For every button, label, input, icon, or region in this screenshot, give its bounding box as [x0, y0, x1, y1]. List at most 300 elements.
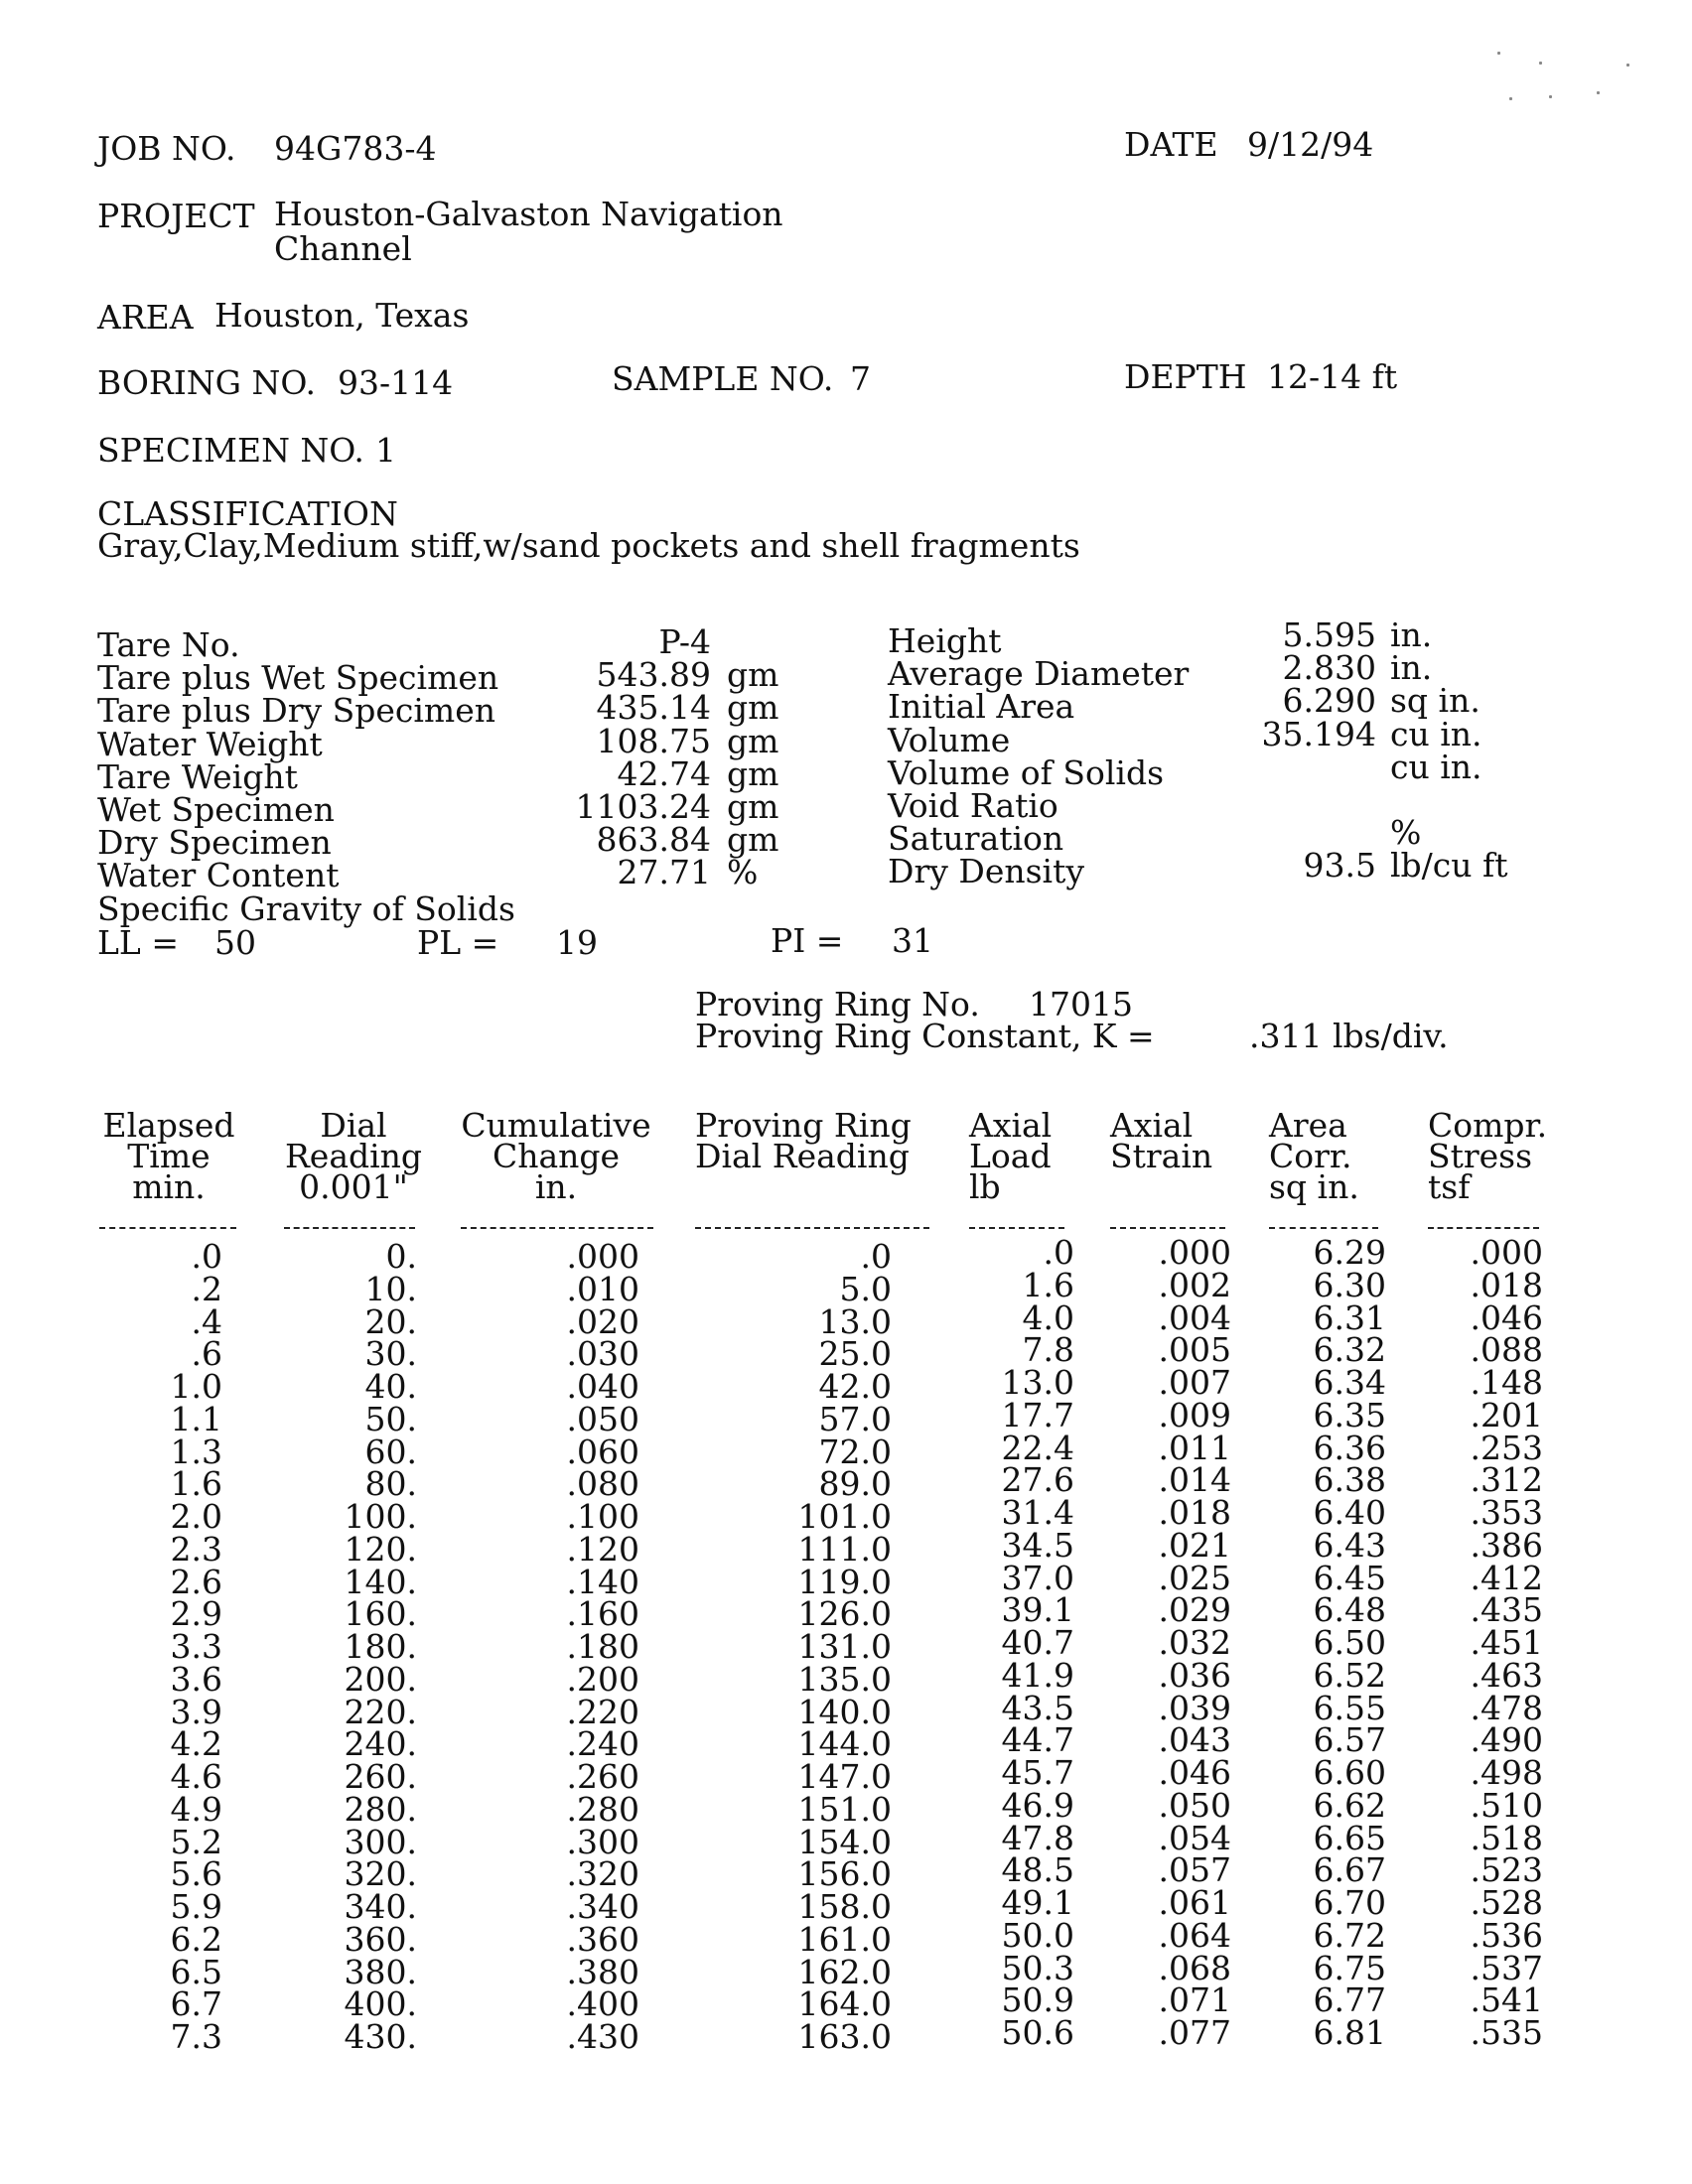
table-cell: 5.6	[170, 1854, 222, 1894]
property-label: Average Diameter	[888, 654, 1190, 694]
table-cell: 39.1	[1001, 1590, 1074, 1630]
table-cell: 154.0	[797, 1822, 892, 1861]
table-cell: .0	[860, 1237, 892, 1276]
table-cell: 6.5	[170, 1952, 222, 1991]
table-cell: 6.29	[1313, 1233, 1386, 1272]
table-cell: 430.	[344, 2017, 417, 2056]
table-cell: 147.0	[797, 1757, 892, 1796]
table-cell: 2.0	[170, 1497, 222, 1536]
area-label: AREA	[97, 298, 194, 337]
table-cell: 22.4	[1001, 1428, 1074, 1467]
table-cell: 6.30	[1313, 1265, 1386, 1304]
table-cell: .060	[566, 1432, 639, 1471]
ll-value: 50	[214, 923, 256, 962]
table-cell: 48.5	[1001, 1850, 1074, 1890]
table-cell: .253	[1470, 1428, 1543, 1467]
table-cell: 41.9	[1001, 1655, 1074, 1695]
table-cell: 6.52	[1313, 1655, 1386, 1695]
property-unit: %	[1390, 813, 1422, 853]
property-unit: in.	[1390, 648, 1433, 688]
header-underline	[695, 1227, 929, 1229]
property-unit: gm	[727, 753, 779, 793]
table-cell: .064	[1158, 1915, 1231, 1955]
property-unit: cu in.	[1390, 747, 1482, 786]
table-cell: .005	[1158, 1330, 1231, 1370]
table-cell: 60.	[364, 1432, 417, 1471]
table-cell: .043	[1158, 1720, 1231, 1760]
boring-no-label: BORING NO.	[97, 363, 317, 402]
table-cell: 6.7	[170, 1984, 222, 2024]
property-label: Tare plus Dry Specimen	[97, 691, 496, 731]
table-cell: 320.	[344, 1854, 417, 1894]
column-header: Area	[1269, 1106, 1347, 1145]
property-unit: in.	[1390, 615, 1433, 654]
table-cell: .490	[1470, 1720, 1543, 1760]
table-cell: .380	[566, 1952, 639, 1991]
table-cell: 57.0	[818, 1399, 892, 1438]
table-cell: .523	[1470, 1850, 1543, 1890]
table-cell: 111.0	[797, 1529, 892, 1569]
project-line-1: Houston-Galvaston Navigation	[274, 195, 783, 233]
specific-gravity-label: Specific Gravity of Solids	[97, 889, 515, 928]
table-cell: 49.1	[1001, 1883, 1074, 1922]
column-header: Corr.	[1269, 1137, 1352, 1175]
property-value: 543.89	[596, 655, 711, 695]
table-cell: 4.2	[170, 1724, 222, 1764]
table-cell: 4.6	[170, 1757, 222, 1796]
property-label: Saturation	[888, 819, 1064, 859]
table-cell: 160.	[344, 1594, 417, 1634]
table-cell: 2.6	[170, 1562, 222, 1601]
property-value: 5.595	[1282, 615, 1376, 654]
column-header: sq in.	[1269, 1167, 1359, 1206]
table-cell: 163.0	[797, 2017, 892, 2056]
property-value: 1103.24	[575, 787, 711, 826]
table-cell: .080	[566, 1464, 639, 1504]
table-cell: .6	[191, 1334, 222, 1374]
table-cell: 50.0	[1001, 1915, 1074, 1955]
table-cell: .000	[1158, 1233, 1231, 1272]
date-label: DATE	[1124, 125, 1218, 164]
table-cell: 10.	[364, 1269, 417, 1308]
column-header: Reading	[284, 1137, 423, 1175]
table-cell: 34.5	[1001, 1525, 1074, 1565]
table-cell: .280	[566, 1789, 639, 1829]
table-cell: .435	[1470, 1590, 1543, 1630]
table-cell: .009	[1158, 1395, 1231, 1434]
table-cell: 6.40	[1313, 1493, 1386, 1532]
table-cell: .046	[1158, 1753, 1231, 1792]
property-unit: gm	[727, 655, 779, 695]
table-cell: 43.5	[1001, 1688, 1074, 1727]
ll-label: LL =	[97, 923, 179, 962]
table-cell: .300	[566, 1822, 639, 1861]
table-cell: 5.0	[839, 1269, 892, 1308]
proving-ring-no-value: 17015	[1029, 985, 1133, 1024]
table-cell: 135.0	[797, 1659, 892, 1699]
table-cell: 164.0	[797, 1984, 892, 2024]
property-unit: gm	[727, 721, 779, 760]
table-cell: 6.2	[170, 1919, 222, 1959]
table-cell: 13.0	[1001, 1363, 1074, 1402]
table-cell: .020	[566, 1301, 639, 1341]
table-cell: .260	[566, 1757, 639, 1796]
table-cell: .498	[1470, 1753, 1543, 1792]
column-header: Dial Reading	[695, 1137, 910, 1175]
table-cell: 1.6	[170, 1464, 222, 1504]
table-cell: 6.62	[1313, 1785, 1386, 1825]
property-label: Dry Density	[888, 852, 1084, 891]
table-cell: .100	[566, 1497, 639, 1536]
table-cell: .039	[1158, 1688, 1231, 1727]
property-unit: cu in.	[1390, 714, 1482, 753]
table-cell: 120.	[344, 1529, 417, 1569]
depth-label: DEPTH	[1124, 357, 1247, 396]
table-cell: .025	[1158, 1558, 1231, 1597]
table-cell: .180	[566, 1627, 639, 1666]
table-cell: .071	[1158, 1980, 1231, 2020]
table-cell: .0	[1043, 1233, 1074, 1272]
table-cell: .018	[1158, 1493, 1231, 1532]
table-cell: .088	[1470, 1330, 1543, 1370]
property-unit: sq in.	[1390, 681, 1480, 721]
table-cell: 7.3	[170, 2017, 222, 2056]
table-cell: 50.3	[1001, 1948, 1074, 1987]
classification-value: Gray,Clay,Medium stiff,w/sand pockets and shell fragments	[97, 526, 1080, 565]
property-unit: gm	[727, 688, 779, 728]
table-cell: 50.	[364, 1399, 417, 1438]
table-cell: 6.72	[1313, 1915, 1386, 1955]
table-cell: 3.3	[170, 1627, 222, 1666]
sample-no-label: SAMPLE NO.	[612, 359, 834, 398]
column-header: Stress	[1428, 1137, 1533, 1175]
column-header: Proving Ring	[695, 1106, 912, 1145]
table-cell: 119.0	[797, 1562, 892, 1601]
table-cell: 47.8	[1001, 1818, 1074, 1857]
table-cell: .160	[566, 1594, 639, 1634]
table-cell: 6.57	[1313, 1720, 1386, 1760]
column-header: in.	[534, 1167, 578, 1206]
column-header: tsf	[1428, 1167, 1471, 1206]
proving-ring-constant-value: .311 lbs/div.	[1249, 1017, 1449, 1055]
property-label: Height	[888, 621, 1002, 660]
header-underline	[1269, 1227, 1378, 1229]
column-header: Cumulative	[461, 1106, 651, 1145]
table-cell: 30.	[364, 1334, 417, 1374]
header-underline	[461, 1227, 653, 1229]
project-line-2: Channel	[274, 229, 412, 268]
property-label: Tare No.	[97, 625, 240, 664]
table-cell: 161.0	[797, 1919, 892, 1959]
table-cell: 101.0	[797, 1497, 892, 1536]
table-cell: .312	[1470, 1460, 1543, 1500]
table-cell: .4	[191, 1301, 222, 1341]
table-cell: 6.75	[1313, 1948, 1386, 1987]
depth-value: 12-14 ft	[1267, 357, 1398, 396]
table-cell: .360	[566, 1919, 639, 1959]
table-cell: .353	[1470, 1493, 1543, 1532]
column-header: lb	[969, 1167, 1001, 1206]
table-cell: 140.0	[797, 1692, 892, 1731]
table-cell: .528	[1470, 1883, 1543, 1922]
table-cell: .535	[1470, 2013, 1543, 2052]
property-value: 93.5	[1303, 846, 1376, 886]
property-value: 863.84	[596, 820, 711, 860]
property-label: Initial Area	[888, 687, 1075, 727]
project-label: PROJECT	[97, 197, 255, 235]
table-cell: 6.45	[1313, 1558, 1386, 1597]
table-cell: 156.0	[797, 1854, 892, 1894]
job-no-label: JOB NO.	[97, 129, 236, 168]
table-cell: .077	[1158, 2013, 1231, 2052]
table-cell: .021	[1158, 1525, 1231, 1565]
table-cell: 6.70	[1313, 1883, 1386, 1922]
table-cell: 2.3	[170, 1529, 222, 1569]
table-cell: .029	[1158, 1590, 1231, 1630]
column-header: Strain	[1110, 1137, 1213, 1175]
scan-speck	[1497, 52, 1500, 55]
table-cell: .004	[1158, 1297, 1231, 1337]
scan-speck	[1549, 95, 1552, 98]
table-cell: 89.0	[818, 1464, 892, 1504]
table-cell: .061	[1158, 1883, 1231, 1922]
property-value: 35.194	[1261, 714, 1376, 753]
boring-no-value: 93-114	[338, 363, 454, 402]
table-cell: .050	[1158, 1785, 1231, 1825]
table-cell: 300.	[344, 1822, 417, 1861]
table-cell: 180.	[344, 1627, 417, 1666]
table-cell: 4.9	[170, 1789, 222, 1829]
table-cell: .032	[1158, 1623, 1231, 1662]
sample-no-value: 7	[850, 359, 871, 398]
property-label: Tare Weight	[97, 756, 298, 796]
table-cell: .068	[1158, 1948, 1231, 1987]
table-cell: 158.0	[797, 1887, 892, 1926]
table-cell: .386	[1470, 1525, 1543, 1565]
table-cell: .050	[566, 1399, 639, 1438]
table-cell: 50.6	[1001, 2013, 1074, 2052]
table-cell: .400	[566, 1984, 639, 2024]
table-cell: .057	[1158, 1850, 1231, 1890]
table-cell: 7.8	[1022, 1330, 1074, 1370]
table-cell: 220.	[344, 1692, 417, 1731]
area-value: Houston, Texas	[214, 296, 470, 335]
table-cell: .002	[1158, 1265, 1231, 1304]
table-cell: .011	[1158, 1428, 1231, 1467]
table-cell: 6.35	[1313, 1395, 1386, 1434]
table-cell: 37.0	[1001, 1558, 1074, 1597]
header-underline	[1428, 1227, 1539, 1229]
specimen-no-label: SPECIMEN NO.	[97, 431, 364, 470]
table-cell: 6.55	[1313, 1688, 1386, 1727]
table-cell: 25.0	[818, 1334, 892, 1374]
column-header: Time	[127, 1137, 211, 1175]
table-cell: 20.	[364, 1301, 417, 1341]
table-cell: .200	[566, 1659, 639, 1699]
table-cell: 6.43	[1313, 1525, 1386, 1565]
property-unit: %	[727, 853, 759, 892]
scan-speck	[1597, 91, 1600, 94]
property-label: Void Ratio	[888, 786, 1058, 825]
property-label: Dry Specimen	[97, 823, 332, 863]
table-cell: 1.3	[170, 1432, 222, 1471]
property-label: Water Weight	[97, 724, 323, 763]
column-header: Axial	[1110, 1106, 1194, 1145]
table-cell: .0	[191, 1237, 222, 1276]
table-cell: .046	[1470, 1297, 1543, 1337]
job-no-value: 94G783-4	[274, 129, 437, 168]
table-cell: .007	[1158, 1363, 1231, 1402]
table-cell: .036	[1158, 1655, 1231, 1695]
table-cell: 6.67	[1313, 1850, 1386, 1890]
table-cell: 6.60	[1313, 1753, 1386, 1792]
table-cell: 40.	[364, 1367, 417, 1406]
property-value: 435.14	[596, 688, 711, 728]
table-cell: 6.31	[1313, 1297, 1386, 1337]
table-cell: .430	[566, 2017, 639, 2056]
table-cell: .140	[566, 1562, 639, 1601]
table-cell: .2	[191, 1269, 222, 1308]
table-cell: 280.	[344, 1789, 417, 1829]
table-cell: .148	[1470, 1363, 1543, 1402]
property-unit: lb/cu ft	[1390, 846, 1508, 886]
table-cell: 131.0	[797, 1627, 892, 1666]
table-cell: .120	[566, 1529, 639, 1569]
property-label: Water Content	[97, 856, 340, 895]
property-label: Tare plus Wet Specimen	[97, 658, 499, 698]
table-cell: 80.	[364, 1464, 417, 1504]
scan-speck	[1539, 62, 1542, 65]
table-cell: .201	[1470, 1395, 1543, 1434]
property-value: 2.830	[1282, 648, 1376, 688]
column-header: 0.001"	[299, 1167, 408, 1206]
table-cell: 140.	[344, 1562, 417, 1601]
table-cell: 2.9	[170, 1594, 222, 1634]
table-cell: 5.2	[170, 1822, 222, 1861]
column-header: Load	[969, 1137, 1052, 1175]
table-cell: 1.1	[170, 1399, 222, 1438]
column-header: Elapsed	[102, 1106, 235, 1145]
proving-ring-constant-label: Proving Ring Constant, K =	[695, 1017, 1155, 1055]
pi-label: PI =	[771, 921, 844, 960]
property-label: Volume of Solids	[888, 752, 1165, 792]
table-cell: 1.6	[1022, 1265, 1074, 1304]
table-cell: 6.81	[1313, 2013, 1386, 2052]
table-cell: 340.	[344, 1887, 417, 1926]
table-cell: .518	[1470, 1818, 1543, 1857]
table-cell: 400.	[344, 1984, 417, 2024]
table-cell: .240	[566, 1724, 639, 1764]
table-cell: .536	[1470, 1915, 1543, 1955]
table-cell: 3.9	[170, 1692, 222, 1731]
table-cell: 13.0	[818, 1301, 892, 1341]
table-cell: 44.7	[1001, 1720, 1074, 1760]
table-cell: .220	[566, 1692, 639, 1731]
column-header: Axial	[969, 1106, 1053, 1145]
column-header: Compr.	[1428, 1106, 1548, 1145]
header-underline	[99, 1227, 236, 1229]
table-cell: 6.32	[1313, 1330, 1386, 1370]
table-cell: 46.9	[1001, 1785, 1074, 1825]
table-cell: 6.77	[1313, 1980, 1386, 2020]
table-cell: 3.6	[170, 1659, 222, 1699]
property-value: P-4	[658, 622, 711, 661]
column-header: Change	[492, 1137, 621, 1175]
table-cell: .030	[566, 1334, 639, 1374]
table-cell: .320	[566, 1854, 639, 1894]
table-cell: .510	[1470, 1785, 1543, 1825]
property-unit: gm	[727, 820, 779, 860]
table-cell: .340	[566, 1887, 639, 1926]
table-cell: .040	[566, 1367, 639, 1406]
table-cell: .000	[566, 1237, 639, 1276]
table-cell: 380.	[344, 1952, 417, 1991]
table-cell: 162.0	[797, 1952, 892, 1991]
specimen-no-value: 1	[375, 431, 396, 470]
table-cell: .014	[1158, 1460, 1231, 1500]
property-value: 108.75	[596, 721, 711, 760]
property-value: 6.290	[1282, 681, 1376, 721]
column-header: Dial	[320, 1106, 387, 1145]
property-value: 42.74	[617, 753, 711, 793]
pl-value: 19	[556, 923, 598, 962]
proving-ring-no-label: Proving Ring No.	[695, 985, 980, 1024]
property-label: Volume	[888, 720, 1011, 759]
table-cell: .054	[1158, 1818, 1231, 1857]
header-underline	[969, 1227, 1064, 1229]
table-cell: 1.0	[170, 1367, 222, 1406]
property-unit: gm	[727, 787, 779, 826]
table-cell: 240.	[344, 1724, 417, 1764]
table-cell: .010	[566, 1269, 639, 1308]
scan-speck	[1509, 97, 1512, 100]
table-cell: 27.6	[1001, 1460, 1074, 1500]
pi-value: 31	[892, 921, 933, 960]
table-cell: 50.9	[1001, 1980, 1074, 2020]
property-value: 27.71	[617, 853, 711, 892]
table-cell: 6.38	[1313, 1460, 1386, 1500]
table-cell: 45.7	[1001, 1753, 1074, 1792]
date-value: 9/12/94	[1247, 125, 1374, 164]
table-cell: .463	[1470, 1655, 1543, 1695]
table-cell: 6.36	[1313, 1428, 1386, 1467]
table-cell: 0.	[385, 1237, 417, 1276]
table-cell: 144.0	[797, 1724, 892, 1764]
table-cell: 5.9	[170, 1887, 222, 1926]
pl-label: PL =	[417, 923, 499, 962]
table-cell: 4.0	[1022, 1297, 1074, 1337]
table-cell: .541	[1470, 1980, 1543, 2020]
table-cell: 126.0	[797, 1594, 892, 1634]
table-cell: 200.	[344, 1659, 417, 1699]
header-underline	[284, 1227, 415, 1229]
table-cell: 6.50	[1313, 1623, 1386, 1662]
table-cell: 6.65	[1313, 1818, 1386, 1857]
classification-label: CLASSIFICATION	[97, 494, 398, 533]
header-underline	[1110, 1227, 1225, 1229]
table-cell: 360.	[344, 1919, 417, 1959]
table-cell: 6.34	[1313, 1363, 1386, 1402]
table-cell: 6.48	[1313, 1590, 1386, 1630]
table-cell: 151.0	[797, 1789, 892, 1829]
scan-speck	[1626, 64, 1629, 67]
table-cell: .451	[1470, 1623, 1543, 1662]
table-cell: .537	[1470, 1948, 1543, 1987]
property-label: Wet Specimen	[97, 790, 335, 829]
column-header: min.	[132, 1167, 206, 1206]
table-cell: .000	[1470, 1233, 1543, 1272]
table-cell: .478	[1470, 1688, 1543, 1727]
